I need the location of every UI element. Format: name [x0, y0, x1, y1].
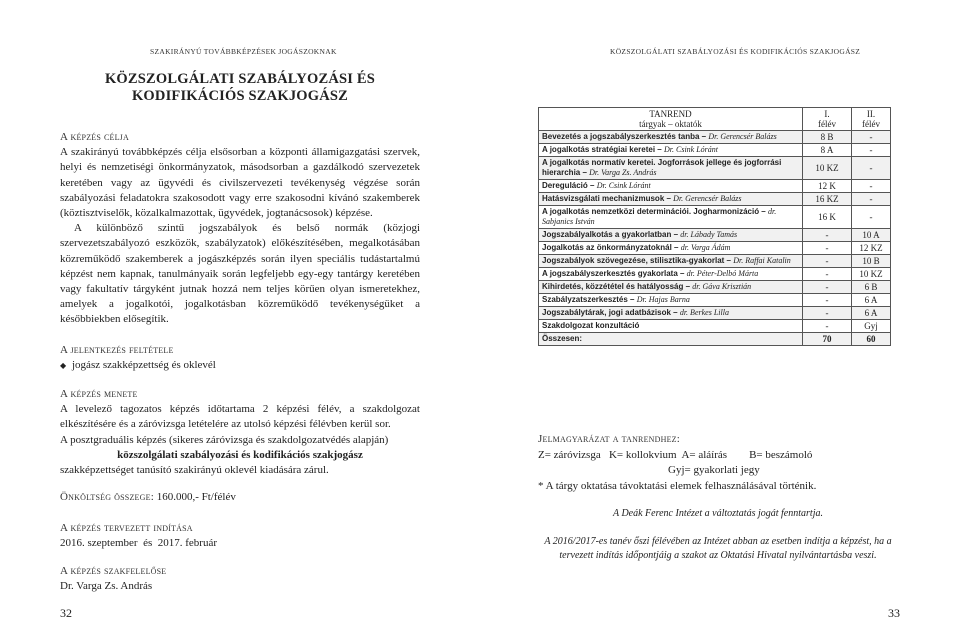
note-rights: A Deák Ferenc Intézet a változtatás jogát fenntartja. — [613, 508, 823, 519]
menete-paragraph-2: A posztgraduális képzés (sikeres záróvizsga és szakdolgozatvédés alapján) — [60, 433, 389, 446]
legend-heading: Jelmagyarázat a tanrendhez: — [538, 433, 681, 445]
tutor-name: Dr. Raffai Katalin — [733, 256, 791, 265]
page-number-right: 33 — [888, 606, 900, 620]
table-row — [539, 144, 891, 157]
table-row — [539, 131, 891, 144]
table-row — [539, 242, 891, 255]
table-row — [539, 229, 891, 242]
tanrend-table — [538, 107, 891, 346]
subject-name: Bevezetés a jogszabályszerkesztés tanba – — [542, 132, 709, 141]
inditas-value: 2016. szeptember és 2017. február — [60, 537, 218, 550]
semester-2-cell: 6 B — [852, 281, 891, 294]
subject-cell — [539, 242, 803, 255]
table-row — [539, 307, 891, 320]
felelos-heading: A képzés szakfelelőse — [60, 565, 167, 577]
subject-cell — [539, 206, 803, 229]
subject-name: Kihirdetés, közzététel és hatályosság – — [542, 282, 693, 291]
header-subjects — [539, 108, 803, 131]
header-semester-2-num: II. — [866, 109, 876, 119]
section-inditas — [60, 521, 420, 551]
semester-2-cell: 6 A — [852, 294, 891, 307]
table-row — [539, 255, 891, 268]
table-row — [539, 268, 891, 281]
semester-1-cell: - — [803, 255, 852, 268]
title-line-1: KÖZSZOLGÁLATI SZABÁLYOZÁSI ÉS — [104, 71, 376, 87]
semester-1-cell: - — [803, 294, 852, 307]
section-menete — [60, 387, 420, 478]
subject-name: Jogalkotás az önkormányzatoknál – — [542, 243, 681, 252]
semester-2-cell: - — [852, 206, 891, 229]
tutor-name: Dr. Gerencsér Balázs — [708, 132, 777, 141]
semester-1-cell: - — [803, 307, 852, 320]
semester-2-cell: 6 A — [852, 307, 891, 320]
semester-1-cell: 16 KZ — [803, 193, 852, 206]
subject-name: Szakdolgozat konzultáció — [542, 321, 640, 330]
title-line-2: KODIFIKÁCIÓS SZAKJOGÁSZ — [131, 88, 349, 104]
semester-2-cell: 10 A — [852, 229, 891, 242]
legend-line-2: Gyj= gyakorlati jegy — [668, 464, 760, 476]
total-semester-1: 70 — [803, 333, 852, 346]
menete-paragraph-1: A levelező tagozatos képzés időtartama 2 képzési félév, a szakdolgozat elkészítésére és a záróvizsga letételére az utolsó képzési félévben kerül sor. — [60, 403, 420, 431]
section-cel — [60, 130, 420, 328]
subject-name: Szabályzatszerkesztés – — [542, 295, 637, 304]
header-semester-2-label: félév — [862, 119, 880, 129]
subject-cell — [539, 180, 803, 193]
table-body — [539, 131, 891, 346]
tutor-name: Dr. Csink Lóránt — [663, 145, 718, 154]
subject-cell — [539, 320, 803, 333]
header-subjects-tutors: tárgyak – oktatók — [639, 119, 702, 129]
tutor-name: Dr. Gerencsér Balázs — [673, 194, 742, 203]
tutor-name: Dr. Hajas Barna — [636, 295, 690, 304]
subject-name: A jogalkotás nemzetközi determinációi. Jogharmonizáció – — [542, 207, 768, 216]
subject-cell — [539, 294, 803, 307]
right-page — [480, 0, 960, 631]
table-row — [539, 281, 891, 294]
felelos-value: Dr. Varga Zs. András — [60, 580, 153, 593]
semester-2-cell: - — [852, 144, 891, 157]
jelentkezes-list-item — [60, 358, 420, 373]
semester-1-cell: - — [803, 242, 852, 255]
table-row — [539, 180, 891, 193]
subject-name: Jogszabálytárak, jogi adatbázisok – — [542, 308, 680, 317]
semester-2-cell: 10 B — [852, 255, 891, 268]
tutor-name: dr. Lábady Tamás — [680, 230, 738, 239]
page-number-left: 32 — [60, 606, 72, 620]
table-row — [539, 206, 891, 229]
subject-cell — [539, 131, 803, 144]
total-semester-2: 60 — [852, 333, 891, 346]
legend-line-3: * A tárgy oktatása távoktatási elemek felhasználásával történik. — [538, 479, 817, 492]
note-launch-condition: A 2016/2017-es tanév őszi félévében az Intézet abban az esetben indítja a képzést, ha a tervezett indítás időpontjáig a szakot az Oktatási Hivatal nyilvántartásba veszi. — [544, 536, 892, 561]
page-title — [60, 71, 420, 105]
subject-cell — [539, 144, 803, 157]
semester-1-cell: 8 B — [803, 131, 852, 144]
section-jelentkezes — [60, 343, 420, 373]
table-row — [539, 157, 891, 180]
semester-2-cell: 12 KZ — [852, 242, 891, 255]
header-semester-2 — [852, 108, 891, 131]
header-semester-1-num: I. — [824, 109, 830, 119]
table-header-row — [539, 108, 891, 131]
header-tanrend: TANREND — [649, 109, 692, 119]
subject-cell — [539, 229, 803, 242]
subject-name: A jogalkotás stratégiai keretei – — [542, 145, 664, 154]
subject-cell — [539, 157, 803, 180]
semester-1-cell: - — [803, 281, 852, 294]
header-semester-1 — [803, 108, 852, 131]
header-semester-1-label: félév — [818, 119, 836, 129]
menete-qualification: közszolgálati szabályozási és kodifikációs szakjogász — [117, 448, 363, 461]
subject-name: A jogszabályszerkesztés gyakorlata – — [542, 269, 687, 278]
semester-1-cell: - — [803, 320, 852, 333]
menete-paragraph-3: szakképzettséget tanúsító szakirányú oklevél kiadására zárul. — [60, 464, 329, 477]
semester-2-cell: - — [852, 157, 891, 180]
semester-1-cell: 10 KZ — [803, 157, 852, 180]
subject-cell — [539, 268, 803, 281]
tutor-name: Dr. Varga Zs. András — [589, 168, 657, 177]
subject-cell — [539, 281, 803, 294]
subject-cell — [539, 255, 803, 268]
tutor-name: dr. Gáva Krisztián — [692, 282, 752, 291]
koltseg-value: 160.000,- Ft/félév — [153, 491, 236, 503]
subject-name: A jogalkotás normatív keretei. Jogforrások jellege és jogforrási hierarchia – — [542, 158, 782, 177]
semester-1-cell: 8 A — [803, 144, 852, 157]
legend-line-1: Z= záróvizsga K= kollokvium A= aláírás B= beszámoló — [538, 448, 813, 461]
menete-heading: A képzés menete — [60, 388, 138, 400]
cel-paragraph-1: A szakirányú továbbképzés célja elsősorban a központi államigazgatási szervek, helyi és nemzetiségi önkormányzatok, másodsorban a gazdálkodó szervezetek keretében vagy az ügyvédi és civilszervezeti tevékenység végzése során szabályozási feladatokra szakosodott vagy erre szakosodni kívánó szakemberek (köztisztviselők, közalkalmazottak, ügyvédek, jogtanácsosok) képzése. — [60, 146, 420, 220]
cel-paragraph-2: A különböző szintű jogszabályok és belső normák (közjogi szervezetszabályozó eszközök, szabályzatok) előkészítésében, megalkotásában közreműködő szakemberek a jogászképzés során ilyen speciális tudástartalmú képzést nem kapnak, tanulmányaik során legfeljebb egy-egy tantárgy keretében vagy fakultatív tárgyként jutnak hozzá nem teljes körűen olyan ismeretekhez, amelyek a jogalkotói, jogalkotásban közreműködő tevékenységüket a későbbiekben elősegítik. — [60, 222, 420, 326]
semester-2-cell: - — [852, 180, 891, 193]
koltseg-heading: Önköltség összege: — [60, 491, 154, 503]
tutor-name: dr. Varga Ádám — [680, 243, 731, 252]
semester-1-cell: - — [803, 229, 852, 242]
subject-name: Jogszabályok szövegezése, stilisztika-gyakorlat – — [542, 256, 734, 265]
subject-cell — [539, 307, 803, 320]
subject-name: Dereguláció – — [542, 181, 597, 190]
table-row — [539, 193, 891, 206]
running-head-left: SZAKIRÁNYÚ TOVÁBBKÉPZÉSEK JOGÁSZOKNAK — [150, 47, 337, 56]
legend — [538, 432, 898, 494]
tutor-name: dr. Péter-Delbó Márta — [686, 269, 759, 278]
semester-1-cell: 16 K — [803, 206, 852, 229]
semester-1-cell: - — [803, 268, 852, 281]
semester-2-cell: - — [852, 131, 891, 144]
tutor-name: dr. Sabjanics István — [542, 207, 777, 226]
tutor-name: Dr. Csink Lóránt — [596, 181, 651, 190]
jelentkezes-heading: A jelentkezés feltétele — [60, 344, 174, 356]
table-row — [539, 320, 891, 333]
semester-1-cell: 12 K — [803, 180, 852, 193]
running-head-right: KÖZSZOLGÁLATI SZABÁLYOZÁSI ÉS KODIFIKÁCIÓS SZAKJOGÁSZ — [610, 47, 861, 56]
tutor-name: dr. Berkes Lilla — [679, 308, 729, 317]
section-koltseg — [60, 490, 420, 505]
semester-2-cell: Gyj — [852, 320, 891, 333]
subject-name: Jogszabályalkotás a gyakorlatban – — [542, 230, 681, 239]
table-total-row — [539, 333, 891, 346]
semester-2-cell: - — [852, 193, 891, 206]
semester-2-cell: 10 KZ — [852, 268, 891, 281]
jelentkezes-item-text: jogász szakképzettség és oklevél — [72, 359, 216, 372]
total-label: Összesen: — [539, 333, 803, 346]
subject-name: Hatásvizsgálati mechanizmusok – — [542, 194, 674, 203]
diamond-bullet-icon: ◆ — [60, 361, 67, 371]
subject-cell — [539, 193, 803, 206]
cel-heading: A képzés célja — [60, 131, 129, 143]
inditas-heading: A képzés tervezett indítása — [60, 522, 193, 534]
table-row — [539, 294, 891, 307]
section-felelos — [60, 564, 420, 594]
